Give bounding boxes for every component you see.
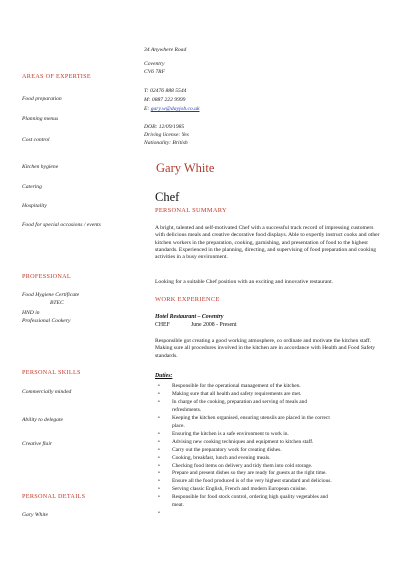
duty-item: • Cooking, breakfast, lunch and evening meals. <box>158 454 271 461</box>
bullet-icon: • <box>158 510 160 517</box>
duty-item: refreshments. <box>172 406 202 413</box>
duty-item: • Ensure all the food produced is of the very highest standard and delicious. <box>158 478 332 485</box>
duties-list <box>158 383 378 517</box>
personal-summary-heading: PERSONAL SUMMARY <box>155 207 227 214</box>
expertise-item: Cost control <box>22 137 50 143</box>
personal-skills-heading: PERSONAL SKILLS <box>22 369 81 376</box>
address-line: 34 Anywhere Road <box>144 47 187 53</box>
candidate-name: Gary White <box>156 161 215 175</box>
areas-of-expertise-heading: AREAS OF EXPERTISE <box>22 73 91 80</box>
duty-item: • Responsible for the operational management of the kitchen. <box>158 383 301 389</box>
duty-item: • Keeping the kitchen organised, ensuring utensils are placed in the correct <box>158 414 330 421</box>
bullet-icon: • <box>158 486 160 493</box>
skill-item: Ability to delegate <box>22 417 64 423</box>
employer: Hotel Restaurant – Coventry <box>155 314 224 320</box>
details-name: Gary White <box>22 512 48 518</box>
skill-item: Creative flair <box>22 441 53 447</box>
bullet-icon: • <box>158 478 160 485</box>
duty-item: • Prepare and present dishes so they are ready for guests at the right time. <box>158 470 327 477</box>
employment-dates: June 2008 - Present <box>191 322 237 328</box>
duty-item: • Responsible for food stock control, ordering high quality vegetables and <box>158 494 328 501</box>
skill-item: Commercially minded <box>22 389 72 395</box>
duty-item: • Making sure that all health and safety requirements are met. <box>158 390 302 397</box>
duty-item: • Carry out the preparatory work for creating dishes. <box>158 446 282 453</box>
expertise-item: Food for special occasions / events <box>22 222 101 228</box>
email-link[interactable]: gary.w@dayjob.co.uk <box>150 106 200 112</box>
expertise-item: Catering <box>22 184 42 190</box>
duty-item: • In charge of the cooking, preparation and serving of meals and <box>158 398 308 405</box>
mobile: M: 0887 222 9999 <box>144 97 186 103</box>
duty-item: • Ensuring the kitchen is a safe environment to work in. <box>158 430 289 437</box>
expertise-item: Planning menus <box>22 116 59 122</box>
duty-item: • Serving classic English, French and modern European cuisine. <box>158 486 307 493</box>
personal-details-heading: PERSONAL DETAILS <box>22 493 86 500</box>
bullet-icon: • <box>158 383 160 389</box>
address-line: Coventry <box>144 61 165 67</box>
address-line: CV6 7RF <box>144 69 165 75</box>
professional-heading: PROFESSIONAL <box>22 273 71 280</box>
summary-text: A bright, talented and self-motivated Chef with a successful track record of impressing customers with delicious meals and creative decorative food displays. Able to expertly instruct cooks and other kitchen workers in the preparation, cooking, garnishing, and presentation of food to the highest standards. Experienced in the planning, directing, and supervising of food preparation and cooking activities in a busy environment. <box>155 225 380 261</box>
position: CHEF <box>155 322 170 328</box>
professional-item: BTEC <box>50 300 64 306</box>
work-experience-heading: WORK EXPERIENCE <box>155 296 220 303</box>
professional-item: Food Hygiene Certificate <box>22 292 80 298</box>
job-title: Chef <box>155 190 180 204</box>
email-prefix: E: <box>144 106 150 112</box>
email-line <box>144 106 200 113</box>
bullet-icon: • <box>158 454 160 461</box>
bullet-icon: • <box>158 446 160 453</box>
bullet-icon: • <box>158 398 160 405</box>
duty-item: • Advising new cooking techniques and equipment to kitchen staff. <box>158 438 314 445</box>
bullet-icon: • <box>158 494 160 501</box>
duty-item: • Checking food items on delivery and tidy them into cold storage. <box>158 462 313 469</box>
duties-label: Duties: <box>155 373 173 379</box>
duty-item: place. <box>172 422 185 429</box>
professional-item: Professional Cookery <box>22 318 71 324</box>
bullet-icon: • <box>158 438 160 445</box>
bullet-icon: • <box>158 470 160 477</box>
expertise-item: Food preparation <box>22 96 62 102</box>
telephone: T: 02476 888 5544 <box>144 88 187 94</box>
bullet-icon: • <box>158 430 160 437</box>
bullet-icon: • <box>158 390 160 397</box>
professional-item: HND in <box>22 310 40 316</box>
nationality: Nationality: British <box>144 140 188 146</box>
expertise-item: Hospitality <box>22 203 47 209</box>
driving-license: Driving license: Yes <box>144 132 189 138</box>
looking-text: Looking for a suitable Chef position with an exciting and innovative restaurant. <box>155 279 334 285</box>
expertise-item: Kitchen hygiene <box>22 164 59 170</box>
bullet-icon: • <box>158 462 160 469</box>
responsibilities-text: Responsible got creating a good working atmosphere, co ordinate and motivate the kitchen staff. Making sure all procedures involved in the kitchen are in accordance with Health and Food Safety standards. <box>155 338 376 359</box>
dob: DOB: 12/09/1985 <box>144 124 185 130</box>
duty-item: meat. <box>172 502 184 509</box>
bullet-icon: • <box>158 414 160 421</box>
